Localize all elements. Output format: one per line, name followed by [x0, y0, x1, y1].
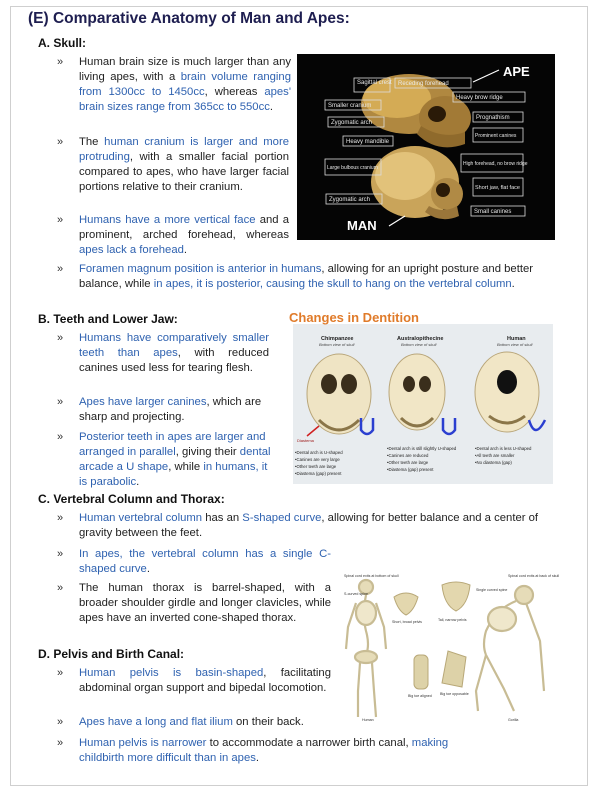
bullet-s-curve: » Human vertebral column has an S-shaped curve, allowing for better balance and a center of gravity between the feet. — [57, 512, 539, 539]
label-diastema: Diastema — [297, 438, 314, 443]
bullet-mark-icon: » — [57, 431, 64, 443]
label-short-jaw: Short jaw, flat face — [475, 185, 520, 191]
bullet-mark-icon: » — [57, 396, 64, 408]
bullet-cranium: » The human cranium is larger and more protruding, with a smaller facial portion compared to apes, who have larger facial portions relative to their cranium. — [57, 136, 289, 193]
bullet-mark-icon: » — [57, 263, 64, 275]
note-chimp-3: •Other teeth are large — [295, 464, 337, 469]
label-big-toe-aligned: Big toe aligned — [408, 694, 432, 698]
bullet-mark-icon: » — [57, 56, 64, 68]
label-human: Human — [362, 718, 374, 722]
note-austro-2: •Canines are reduced — [387, 453, 429, 458]
label-ape: APE — [503, 64, 530, 79]
human-foot-image — [414, 655, 428, 689]
label-heavy-brow-ridge: Heavy brow ridge — [456, 95, 503, 101]
heading-pelvis: D. Pelvis and Birth Canal: — [38, 647, 185, 661]
dentition-figure — [289, 308, 557, 488]
bullet-birth-canal: » Human pelvis is narrower to accommodate a narrower birth canal, making childbirth more difficult than in apes. — [57, 737, 449, 764]
bullet-face: » Humans have a more vertical face and a prominent, arched forehead, whereas apes lack a forehead. — [57, 214, 289, 256]
bullet-mark-icon: » — [57, 716, 64, 728]
label-high-forehead: High forehead, no brow ridge — [463, 161, 528, 167]
page-title: (E) Comparative Anatomy of Man and Apes: — [28, 10, 350, 27]
label-small-canines: Small canines — [474, 209, 512, 215]
bullet-mark-icon: » — [57, 214, 64, 226]
label-single-curve: Single curved spine — [476, 588, 508, 592]
skeleton-comparison-figure — [336, 571, 560, 729]
bullet-larger-canines: » Apes have larger canines, which are sharp and projecting. — [57, 396, 262, 423]
sub-chimpanzee: Bottom view of skull — [319, 342, 355, 347]
skull-comparison-figure — [297, 54, 555, 240]
bullet-brain-size: » Human brain size is much larger than any living apes, with a brain volume ranging from 1300cc to 1450cc, whereas apes' brain sizes range from 365cc to 550cc. — [57, 56, 291, 113]
label-large-bulbous-cranium: Large bulbous cranium — [327, 165, 378, 171]
dentition-title: Changes in Dentition — [289, 310, 419, 325]
label-spinal-back: Spinal cord exits at back of skull — [508, 574, 560, 578]
bullet-foramen: » Foramen magnum position is anterior in humans, allowing for an upright posture and better balance, while in apes, it is posterior, causing the skull to hang on the vertebral column. — [57, 263, 534, 290]
label-heavy-mandible: Heavy mandible — [346, 139, 390, 145]
note-austro-1: •Dental arch is still slightly U-shaped — [387, 446, 457, 451]
bullet-basin-pelvis: » Human pelvis is basin-shaped, facilitating abdominal organ support and bipedal locomotion. — [57, 667, 331, 694]
label-zygomatic-arch-ape: Zygomatic arch — [331, 120, 373, 126]
australopithecine-skull-image — [389, 354, 445, 430]
note-chimp-1: •Dental arch is U-shaped — [295, 450, 343, 455]
label-short-pelvis: Short, broad pelvis — [392, 620, 422, 624]
bullet-posterior-teeth: » Posterior teeth in apes are larger and arranged in parallel, giving their dental arcade a U shape, while in humans, it is parabolic. — [57, 431, 271, 488]
note-human-1: •Dental arch is less U-shaped — [475, 446, 532, 451]
heading-vertebral: C. Vertebral Column and Thorax: — [38, 492, 225, 506]
label-prognathism: Prognathism — [476, 115, 510, 121]
label-sagittal-crest: Sagittal crest — [357, 80, 392, 86]
bullet-flat-ilium: » Apes have a long and flat ilium on their back. — [57, 716, 304, 728]
note-chimp-2: •Canines are very large — [295, 457, 340, 462]
note-chimp-4: •Diastema (gap) present — [295, 471, 342, 476]
note-austro-4: •Diastema (gap) present — [387, 467, 434, 472]
label-s-curved-spine: S-curved spine — [344, 592, 368, 596]
label-prominent-canines: Prominent canines — [475, 133, 517, 139]
note-austro-3: •Other teeth are large — [387, 460, 429, 465]
bullet-smaller-teeth: » Humans have comparatively smaller teeth than apes, with reduced canines used less for tearing flesh. — [57, 332, 269, 374]
label-spinal-bottom: Spinal cord exits at bottom of skull — [344, 574, 399, 578]
bullet-mark-icon: » — [57, 332, 64, 344]
heading-skull: A. Skull: — [38, 36, 87, 50]
note-human-2: •All teeth are smaller — [475, 453, 515, 458]
label-receding-forehead: Receding forehead — [398, 81, 449, 87]
sub-human: Bottom view of skull — [497, 342, 533, 347]
bullet-mark-icon: » — [57, 136, 64, 148]
label-zygomatic-arch-man: Zygomatic arch — [329, 197, 371, 203]
label-smaller-cranium: Smaller cranium — [328, 103, 372, 109]
col-human: Human — [507, 336, 526, 342]
label-gorilla: Gorilla — [508, 718, 519, 722]
bullet-mark-icon: » — [57, 582, 64, 594]
bullet-thorax: » The human thorax is barrel-shaped, with a broader shoulder girdle and longer clavicles, while apes have an inverted cone-shaped thorax. — [57, 582, 331, 624]
label-big-toe-opposable: Big toe opposable — [440, 692, 469, 696]
sub-australopithecine: Bottom view of skull — [401, 342, 437, 347]
bullet-mark-icon: » — [57, 512, 64, 524]
col-chimpanzee: Chimpanzee — [321, 336, 354, 342]
note-human-3: •No diastema (gap) — [475, 460, 512, 465]
label-tall-pelvis: Tall, narrow pelvis — [438, 618, 467, 622]
label-man: MAN — [347, 218, 377, 233]
bullet-mark-icon: » — [57, 667, 64, 679]
bullet-mark-icon: » — [57, 737, 64, 749]
bullet-mark-icon: » — [57, 548, 64, 560]
heading-teeth: B. Teeth and Lower Jaw: — [38, 312, 178, 326]
bullet-c-curve: » In apes, the vertebral column has a single C-shaped curve. — [57, 548, 331, 575]
col-australopithecine: Australopithecine — [397, 336, 444, 342]
